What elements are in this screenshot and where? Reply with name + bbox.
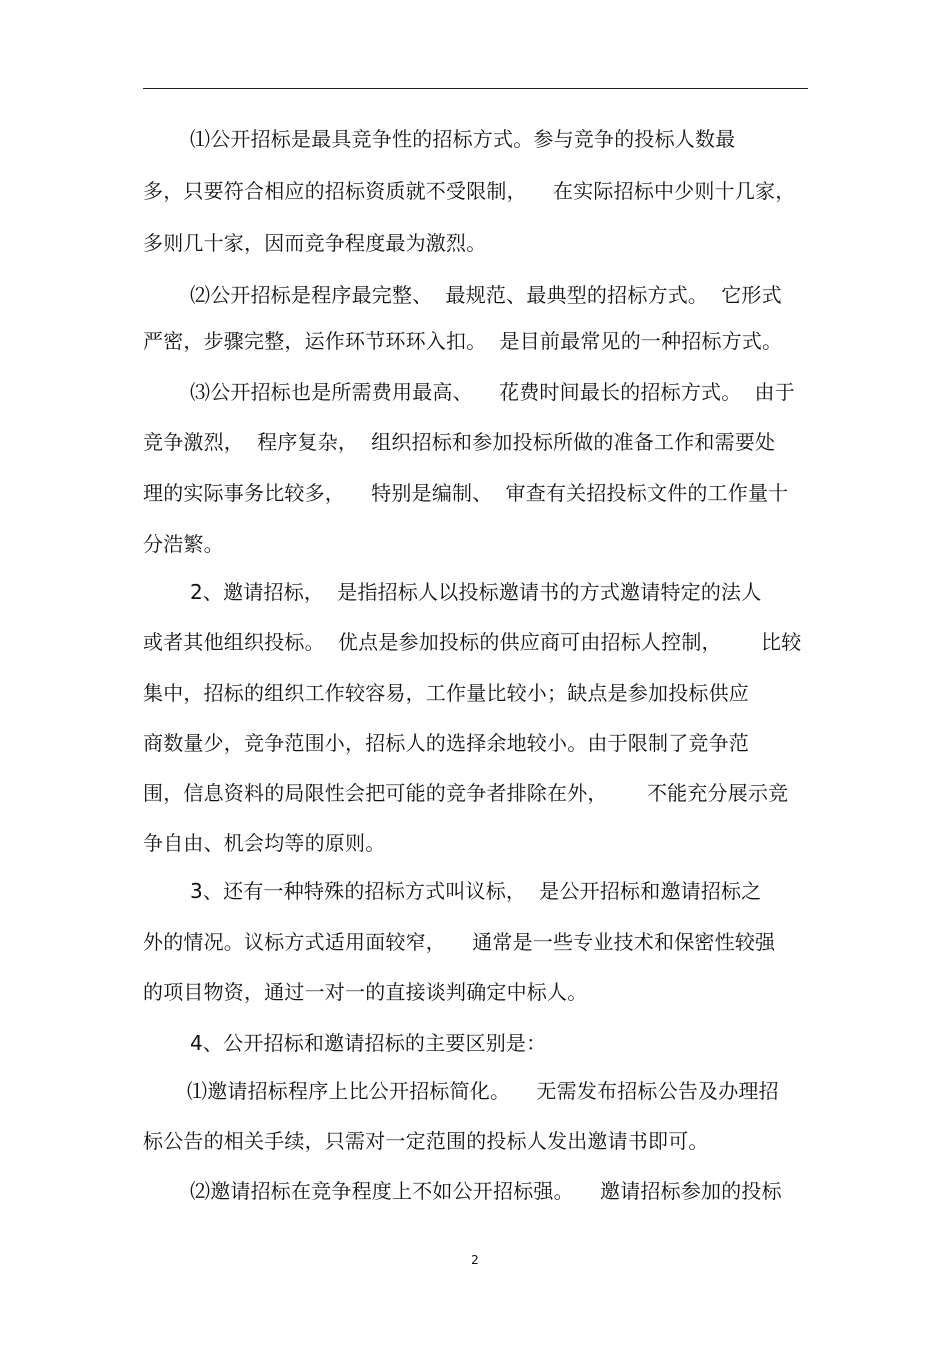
text-line: 2、邀请招标， 是指招标人以投标邀请书的方式邀请特定的法人 [190, 580, 762, 604]
text-line: 标公告的相关手续，只需对一定范围的投标人发出邀请书即可。 [143, 1129, 709, 1153]
text-line: 理的实际事务比较多， 特别是编制、 审查有关招投标文件的工作量十 [143, 481, 789, 505]
text-line: 商数量少，竞争范围小，招标人的选择余地较小。由于限制了竞争范 [143, 731, 749, 755]
text-line: ⑴邀请招标程序上比公开招标简化。 无需发布招标公告及办理招 [187, 1079, 779, 1103]
text-line: 3、还有一种特殊的招标方式叫议标， 是公开招标和邀请招标之 [190, 879, 762, 903]
text-line: 争自由、机会均等的原则。 [143, 831, 386, 855]
text-line: ⑵邀请招标在竞争程度上不如公开招标强。 邀请招标参加的投标 [190, 1179, 782, 1203]
text-line: 多，只要符合相应的招标资质就不受限制， 在实际招标中少则十几家， [143, 179, 796, 203]
text-line: 多则几十家，因而竞争程度最为激烈。 [143, 231, 487, 255]
text-line: 外的情况。议标方式适用面较窄， 通常是一些专业技术和保密性较强 [143, 930, 776, 954]
text-line: 或者其他组织投标。 优点是参加投标的供应商可由招标人控制， 比较 [143, 630, 802, 654]
text-line: 集中，招标的组织工作较容易，工作量比较小；缺点是参加投标供应 [143, 681, 749, 705]
page-number: 2 [471, 1253, 479, 1267]
text-line: 的项目物资，通过一对一的直接谈判确定中标人。 [143, 980, 588, 1004]
text-line: ⑶公开招标也是所需费用最高、 花费时间最长的招标方式。 由于 [190, 380, 795, 404]
text-line: ⑴公开招标是最具竞争性的招标方式。参与竞争的投标人数最 [190, 127, 736, 151]
text-line: ⑵公开招标是程序最完整、 最规范、最典型的招标方式。 它形式 [190, 283, 782, 307]
header-rule [143, 88, 808, 89]
text-line: 围，信息资料的局限性会把可能的竞争者排除在外， 不能充分展示竞 [143, 781, 789, 805]
text-line: 分浩繁。 [143, 532, 224, 556]
text-line: 4、公开招标和邀请招标的主要区别是： [190, 1031, 547, 1055]
text-line: 严密，步骤完整，运作环节环环入扣。 是目前最常见的一种招标方式。 [143, 329, 783, 353]
text-line: 竞争激烈， 程序复杂， 组织招标和参加投标所做的准备工作和需要处 [143, 430, 776, 454]
